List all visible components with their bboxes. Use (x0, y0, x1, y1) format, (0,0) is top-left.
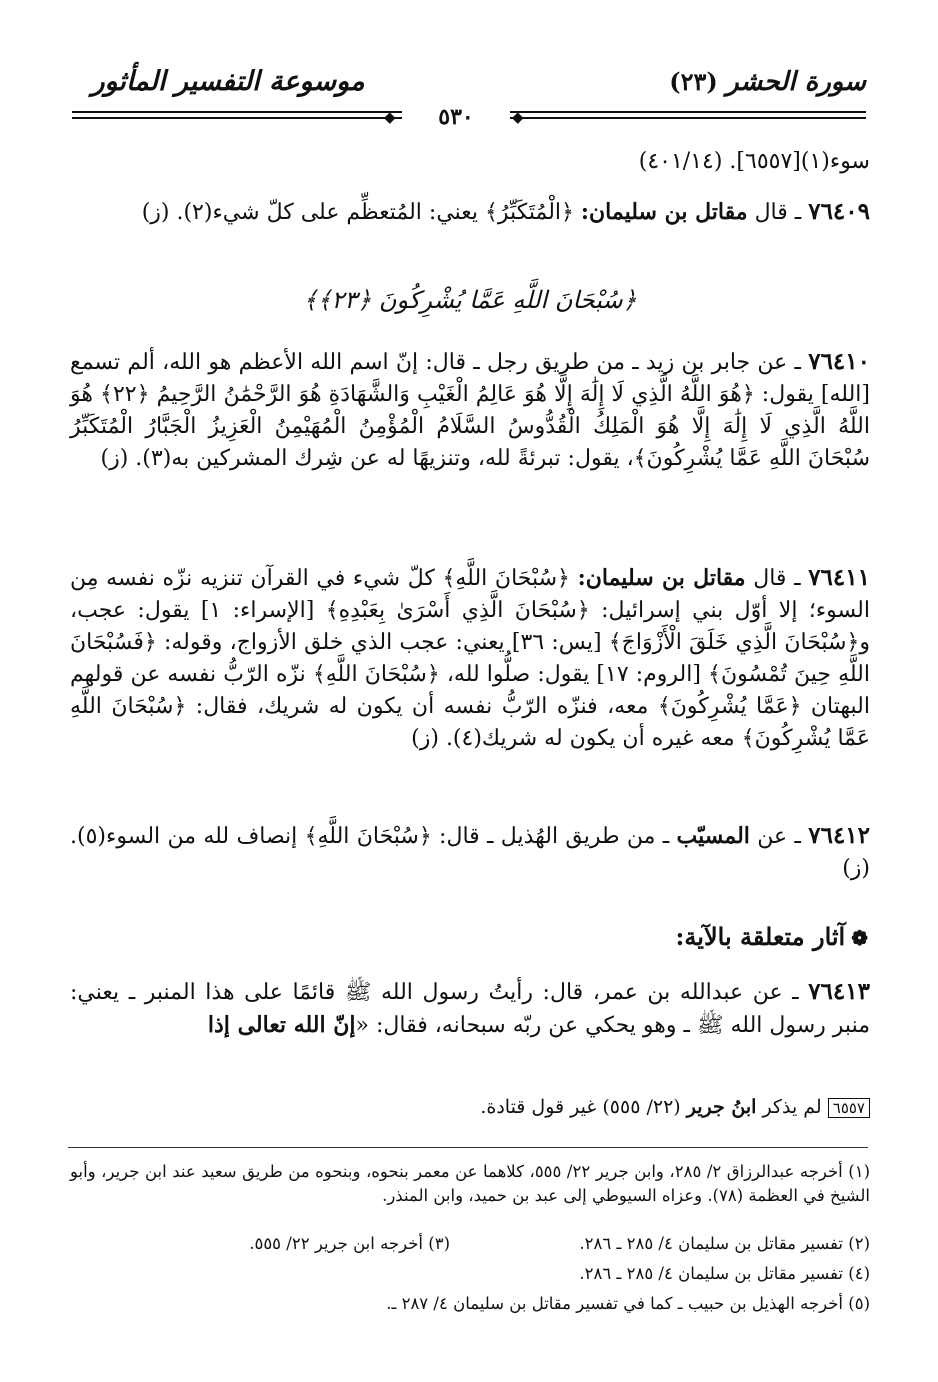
surah-header (606, 62, 866, 114)
footnote-5: (٥) أخرجه الهذيل بن حبيب ـ كما في تفسير مقاتل بن سليمان ٤/ ٢٨٧ ـ. (386, 1294, 870, 1313)
narrator-name: مقاتل بن سليمان: (577, 565, 746, 591)
section-title-text: آثار متعلقة بالآية: (675, 922, 846, 951)
narration-7410 (70, 346, 870, 475)
narration-text: ـ عن عبدالله بن عمر، قال: رأيتُ رسول الله ﷺ قائمًا على هذا المنبر ـ يعني: منبر رسول الله ﷺ ـ وهو يحكي عن ربّه سبحانه، فقال: « (70, 980, 870, 1038)
flower-ornament-icon: ❁ (851, 926, 868, 950)
narration-7413 (70, 976, 870, 1042)
narration-number: ٧٦٤٠٩ (808, 198, 870, 225)
footnote-1: (١) أخرجه عبدالرزاق ٢/ ٢٨٥، وابن جرير ٢٢/ ٥٥٥، كلاهما عن معمر بنحوه، وبنحوه من طريق سعيد عند ابن جرير، وأبو الشيخ في العظمة (٧٨). وعزاه السيوطي إلى عبد بن حميد، وابن المنذر. (70, 1162, 870, 1205)
note-text: (٢٢/ ٥٥٥) غير قول قتادة. (480, 1096, 681, 1118)
continuation-line: سوء(١)[٦٥٥٧]. (٤٠١/١٤) (638, 149, 870, 174)
book-title: موسوعة التفسير المأثور (91, 66, 365, 97)
narration-text: ـ قال (754, 200, 802, 225)
footnote-4: (٤) تفسير مقاتل بن سليمان ٤/ ٢٨٥ ـ ٢٨٦. (579, 1264, 870, 1283)
note-text: لم يذكر (762, 1096, 822, 1118)
narration-text: ـ عن جابر بن زيد ـ من طريق رجل ـ قال: إنّ اسم الله الأعظم هو الله، ألم تسمع [الله] يقول: ﴿هُوَ اللَّهُ الَّذِي لَا إِلَٰهَ إِلَّا هُوَ عَالِمُ الْغَيْبِ وَالشَّهَادَةِ هُوَ الرَّحْمَٰنُ الرَّحِيمُ ﴿٢٢﴾ هُوَ اللَّهُ الَّذِي لَا إِلَٰهَ إِلَّا هُوَ الْمَلِكُ الْقُدُّوسُ السَّلَامُ الْمُؤْمِنُ الْمُهَيْمِنُ الْعَزِيزُ الْجَبَّارُ الْمُتَكَبِّرُ سُبْحَانَ اللَّهِ عَمَّا يُشْرِكُونَ﴾، يقول: تبرئةً لله، وتنزيهًا له عن شِرك المشركين به(٣). (ز) (70, 350, 870, 471)
narration-number: ٧٦٤١٠ (808, 348, 870, 375)
ornament-icon: ◆ (384, 108, 396, 126)
surah-number: (٢٣) (669, 67, 718, 96)
narration-bold-end: إنّ الله تعالى إذا (207, 1012, 356, 1038)
narration-7409 (70, 196, 870, 229)
scholarly-note (70, 1092, 870, 1123)
footnote-2: (٢) تفسير مقاتل بن سليمان ٤/ ٢٨٥ ـ ٢٨٦. (579, 1234, 870, 1253)
narrator-name: المسيّب (676, 823, 750, 849)
narration-text: ـ قال (753, 566, 801, 591)
footnote-divider (68, 1147, 868, 1148)
note-ref-box: ٦٥٥٧ (828, 1098, 870, 1118)
narration-text: ﴿الْمُتَكَبِّرُ﴾ يعني: المُتعظِّم على كلّ شيء(٢). (ز) (141, 200, 574, 225)
narration-number: ٧٦٤١١ (808, 564, 870, 591)
surah-name: سورة الحشر (726, 67, 866, 97)
footnote-3: (٣) أخرجه ابن جرير ٢٢/ ٥٥٥. (249, 1234, 450, 1253)
narration-number: ٧٦٤١٣ (808, 978, 870, 1005)
narration-7412 (70, 820, 870, 885)
narrator-name: مقاتل بن سليمان: (580, 199, 748, 225)
section-title (68, 922, 868, 951)
narration-text: ـ من طريق الهُذيل ـ قال: ﴿سُبْحَانَ اللَّهِ﴾ إنصاف لله من السوء(٥). (ز) (70, 824, 870, 881)
page-number: ٥٣٠ (402, 104, 510, 130)
narration-text: ـ عن (757, 824, 801, 849)
narration-number: ٧٦٤١٢ (808, 822, 871, 849)
ornament-icon: ◆ (512, 108, 524, 126)
note-name: ابنُ جرير (686, 1096, 757, 1118)
quran-verse: ﴿سُبْحَانَ اللَّهِ عَمَّا يُشْرِكُونَ ﴿٢٣﴾﴾ (303, 286, 637, 314)
narration-text: ﴿سُبْحَانَ اللَّهِ﴾ كلّ شيء في القرآن تنزيه نزّه نفسه مِن السوء؛ إلا أوّل بني إسرائيل: ﴿سُبْحَانَ الَّذِي أَسْرَىٰ بِعَبْدِهِ﴾ [الإسراء: ١] يقول: عجب، و﴿سُبْحَانَ الَّذِي خَلَقَ الْأَزْوَاجَ﴾ [يس: ٣٦] يعني: عجب الذي خلق الأزواج، وقوله: ﴿فَسُبْحَانَ اللَّهِ حِينَ تُمْسُونَ﴾ [الروم: ١٧] يقول: صلُّوا لله، ﴿سُبْحَانَ اللَّهِ﴾ نزّه الرّبُّ نفسه عن قولهم البهتان ﴿عَمَّا يُشْرِكُونَ﴾ معه، فنزّه الرّبُّ نفسه أن يكون له شريك، فقال: ﴿سُبْحَانَ اللَّهِ عَمَّا يُشْرِكُونَ﴾ معه غيره أن يكون له شريك(٤). (ز) (70, 566, 870, 751)
narration-7411 (70, 562, 870, 755)
